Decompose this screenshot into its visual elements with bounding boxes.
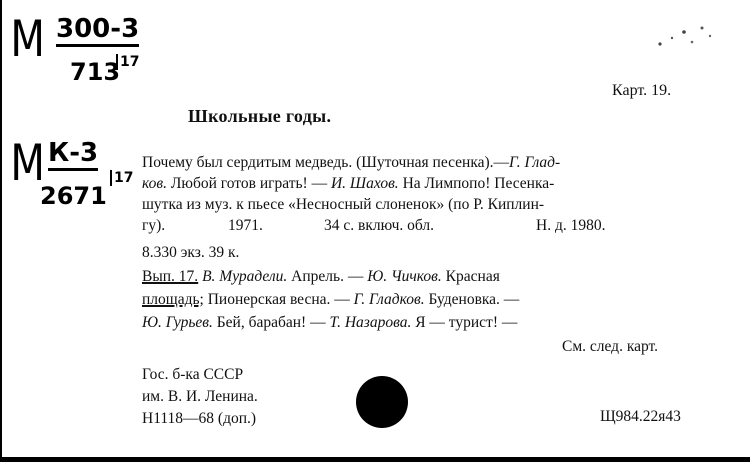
card-edge-bottom	[0, 457, 750, 462]
card-number: Карт. 19.	[612, 82, 672, 99]
lines-segment: На Лимпопо! Песенка-	[398, 175, 555, 192]
issue-lines-segment: В. Мурадели.	[202, 268, 288, 285]
lines-segment: И. Шахов.	[330, 175, 399, 192]
punch-hole	[356, 376, 408, 428]
shelfmark-2-letter: М	[10, 134, 45, 192]
issue-lines-segment: Ю. Чичков.	[367, 268, 442, 285]
shelfmark-1-letter: М	[10, 10, 45, 68]
issue-lines-segment: Т. Назарова.	[329, 314, 412, 331]
lines-line	[142, 152, 702, 173]
issue-lines	[142, 266, 702, 335]
handwritten-shelfmark-2	[4, 130, 144, 220]
shelfmark-2-sub: 2671	[40, 182, 107, 210]
lines-segment: шутка из муз. к пьесе «Несносный слоненок» (по Р. Киплин-	[142, 196, 545, 213]
shelfmark-2-sup: 17	[110, 170, 133, 186]
lines-segment: Почему был сердитым медведь. (Шуточная песенка).—	[142, 154, 510, 171]
issue-block	[142, 266, 702, 335]
issue-lines-segment: Я — турист! —	[411, 314, 518, 331]
pages: 34 с. включ. обл.	[324, 217, 434, 234]
edition: 8.330 экз. 39 к.	[142, 244, 240, 261]
lines-line	[142, 173, 702, 194]
shelfmark-1-sub: 713	[70, 58, 121, 86]
lines-segment: ков.	[142, 175, 168, 192]
issue-lines-segment: площадь;	[142, 291, 204, 308]
card-title: Школьные годы.	[188, 106, 332, 126]
issue-lines-line	[142, 266, 702, 289]
issue-lines-segment: Вып. 17.	[142, 268, 199, 285]
library-line-1: Гос. б-ка СССР	[142, 366, 244, 383]
lines-segment: Любой готов играть! —	[167, 175, 331, 192]
issue-lines-line	[142, 289, 702, 312]
pub-year: 1971.	[228, 217, 263, 234]
lines-segment: Г. Глад-	[509, 154, 561, 171]
handwritten-shelfmark-1	[4, 6, 144, 91]
issue-lines-segment: Апрель. —	[287, 268, 368, 285]
price-date: Н. д. 1980.	[536, 217, 606, 234]
issue-lines-segment: Г. Гладков.	[353, 291, 425, 308]
scan-specks	[640, 18, 720, 58]
shelfmark-1-number: 300-3	[56, 14, 139, 47]
issue-lines-segment: Бей, барабан! —	[212, 314, 330, 331]
continued-note: См. след. карт.	[562, 338, 659, 355]
card-edge-left	[0, 0, 2, 462]
shelfmark-1-sup: 17	[116, 54, 139, 70]
classmark: Щ984.22я43	[600, 408, 681, 425]
library-line-3: Н1118—68 (доп.)	[142, 410, 257, 427]
issue-lines-segment: Красная	[441, 268, 500, 285]
issue-lines-line	[142, 312, 702, 335]
shelfmark-2-number: К-3	[48, 138, 98, 171]
issue-lines-segment: Ю. Гурьев.	[142, 314, 213, 331]
issue-lines-segment: Пионерская весна. —	[203, 291, 354, 308]
lines-segment: гу).	[142, 217, 166, 234]
lines-line	[142, 194, 702, 215]
issue-lines-segment: Буденовка. —	[424, 291, 520, 308]
library-line-2: им. В. И. Ленина.	[142, 388, 258, 405]
